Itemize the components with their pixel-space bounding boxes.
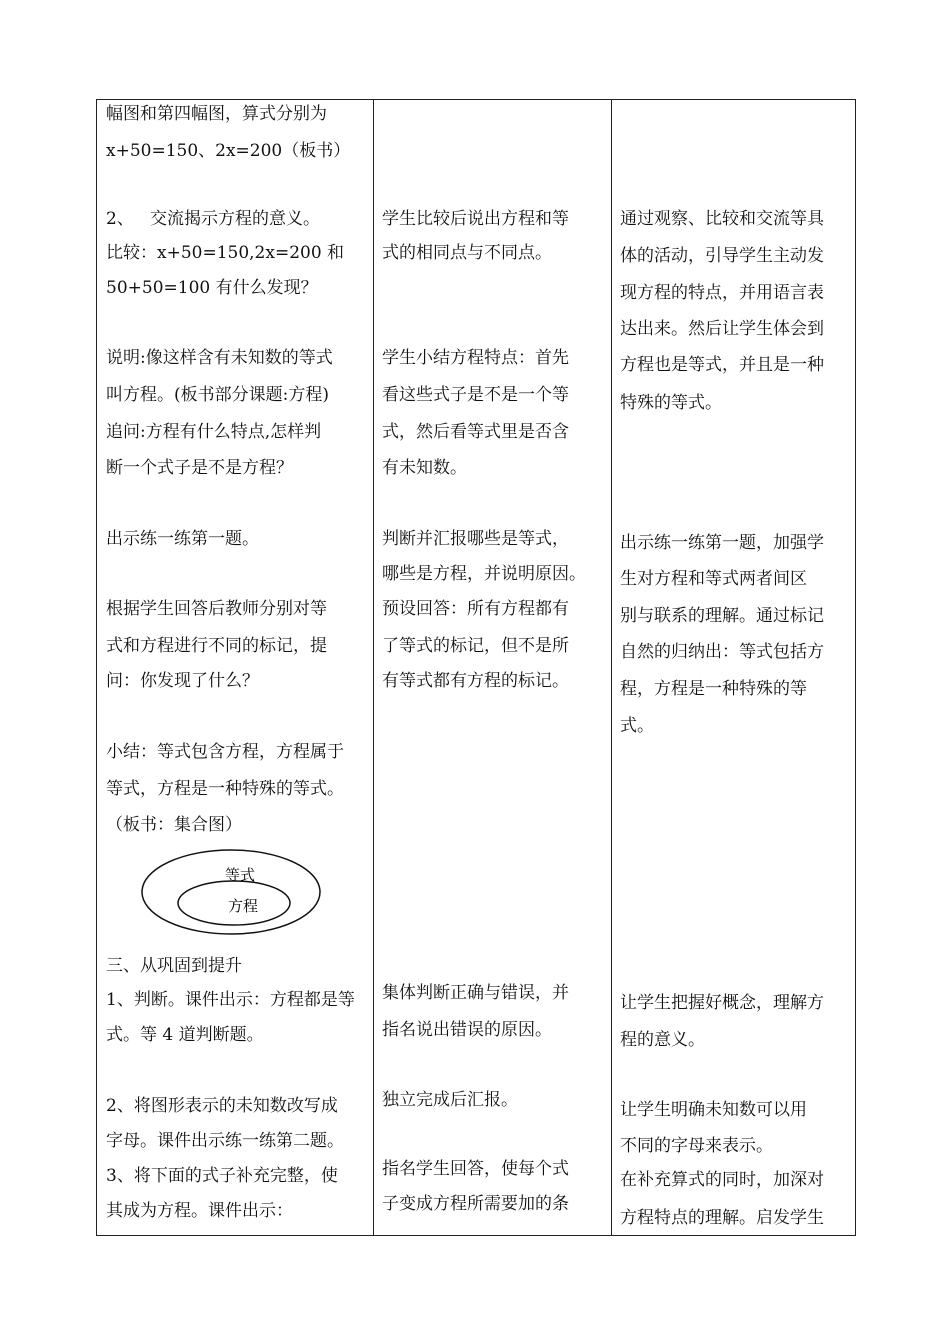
- text-line: 根据学生回答后教师分别对等: [106, 599, 327, 619]
- text-line: 通过观察、比较和交流等具: [620, 209, 824, 229]
- text-line: 式。等 4 道判断题。: [106, 1025, 264, 1045]
- text-line: 独立完成后汇报。: [382, 1090, 518, 1110]
- text-line: 其成为方程。课件出示：: [106, 1201, 293, 1221]
- text-line: 式。: [620, 716, 654, 736]
- text-line: 指名学生回答，使每个式: [382, 1159, 569, 1179]
- text-line: 问：你发现了什么？: [106, 671, 259, 691]
- text-line: 子变成方程所需要加的条: [382, 1194, 569, 1214]
- text-line: 体的活动，引导学生主动发: [620, 246, 824, 266]
- text-line: 式和方程进行不同的标记，提: [106, 636, 327, 656]
- text-line: 指名说出错误的原因。: [382, 1020, 552, 1040]
- text-line: 自然的归纳出：等式包括方: [620, 642, 824, 662]
- text-line: 集体判断正确与错误，并: [382, 983, 569, 1003]
- text-line: 特殊的等式。: [620, 393, 722, 413]
- text-line: 3、将下面的式子补充完整，使: [106, 1166, 338, 1186]
- text-line: 出示练一练第一题。: [106, 529, 259, 549]
- text-line: 2、 交流揭示方程的意义。: [106, 209, 321, 229]
- text-line: （板书：集合图）: [106, 815, 242, 835]
- text-line: 断一个式子是不是方程？: [106, 458, 293, 478]
- text-line: 程的意义。: [620, 1030, 705, 1050]
- text-line: 2、将图形表示的未知数改写成: [106, 1096, 338, 1116]
- text-line: 学生小结方程特点：首先: [382, 348, 569, 368]
- text-line: 让学生明确未知数可以用: [620, 1100, 807, 1120]
- text-line: 小结：等式包含方程，方程属于: [106, 742, 344, 762]
- text-line: 式的相同点与不同点。: [382, 243, 552, 263]
- text-line: 让学生把握好概念，理解方: [620, 993, 824, 1013]
- text-line: 别与联系的理解。通过标记: [620, 606, 824, 626]
- text-line: 字母。课件出示练一练第二题。: [106, 1131, 344, 1151]
- outer-set-label: 等式: [225, 866, 256, 884]
- inner-set-label: 方程: [228, 897, 259, 915]
- column-divider: [373, 100, 374, 1235]
- text-line: 方程特点的理解。启发学生: [620, 1208, 824, 1228]
- text-line: 有等式都有方程的标记。: [382, 671, 569, 691]
- text-line: 比较：x+50=150,2x=200 和: [106, 243, 345, 263]
- text-line: 1、判断。课件出示：方程都是等: [106, 990, 355, 1010]
- text-line: 不同的字母来表示。: [620, 1136, 773, 1156]
- text-line: 追问:方程有什么特点,怎样判: [106, 422, 322, 442]
- text-line: 等式，方程是一种特殊的等式。: [106, 779, 344, 799]
- text-line: 说明:像这样含有未知数的等式: [106, 348, 333, 368]
- text-line: 预设回答：所有方程都有: [382, 599, 569, 619]
- set-diagram: [140, 845, 330, 945]
- section-heading: 三、从巩固到提升: [106, 956, 242, 976]
- text-line: 现方程的特点，并用语言表: [620, 283, 824, 303]
- text-line: 式，然后看等式里是否含: [382, 422, 569, 442]
- equation-set-ellipse: [142, 850, 320, 934]
- text-line: 了等式的标记，但不是所: [382, 636, 569, 656]
- text-line: 生对方程和等式两者间区: [620, 569, 807, 589]
- text-line: 叫方程。(板书部分课题:方程): [106, 385, 329, 405]
- text-line: 出示练一练第一题，加强学: [620, 533, 824, 553]
- text-line: 有未知数。: [382, 458, 467, 478]
- text-line: 幅图和第四幅图，算式分别为: [106, 104, 327, 124]
- text-line: 50+50=100 有什么发现？: [106, 278, 318, 298]
- text-line: 看这些式子是不是一个等: [382, 385, 569, 405]
- lesson-table: [96, 99, 856, 1236]
- text-line: 哪些是方程，并说明原因。: [382, 564, 586, 584]
- text-line: 学生比较后说出方程和等: [382, 209, 569, 229]
- text-line: 方程也是等式，并且是一种: [620, 355, 824, 375]
- text-line: x+50=150、2x=200（板书）: [106, 141, 351, 161]
- text-line: 程，方程是一种特殊的等: [620, 679, 807, 699]
- text-line: 达出来。然后让学生体会到: [620, 319, 824, 339]
- text-line: 在补充算式的同时，加深对: [620, 1170, 824, 1190]
- column-divider: [611, 100, 612, 1235]
- text-line: 判断并汇报哪些是等式，: [382, 529, 569, 549]
